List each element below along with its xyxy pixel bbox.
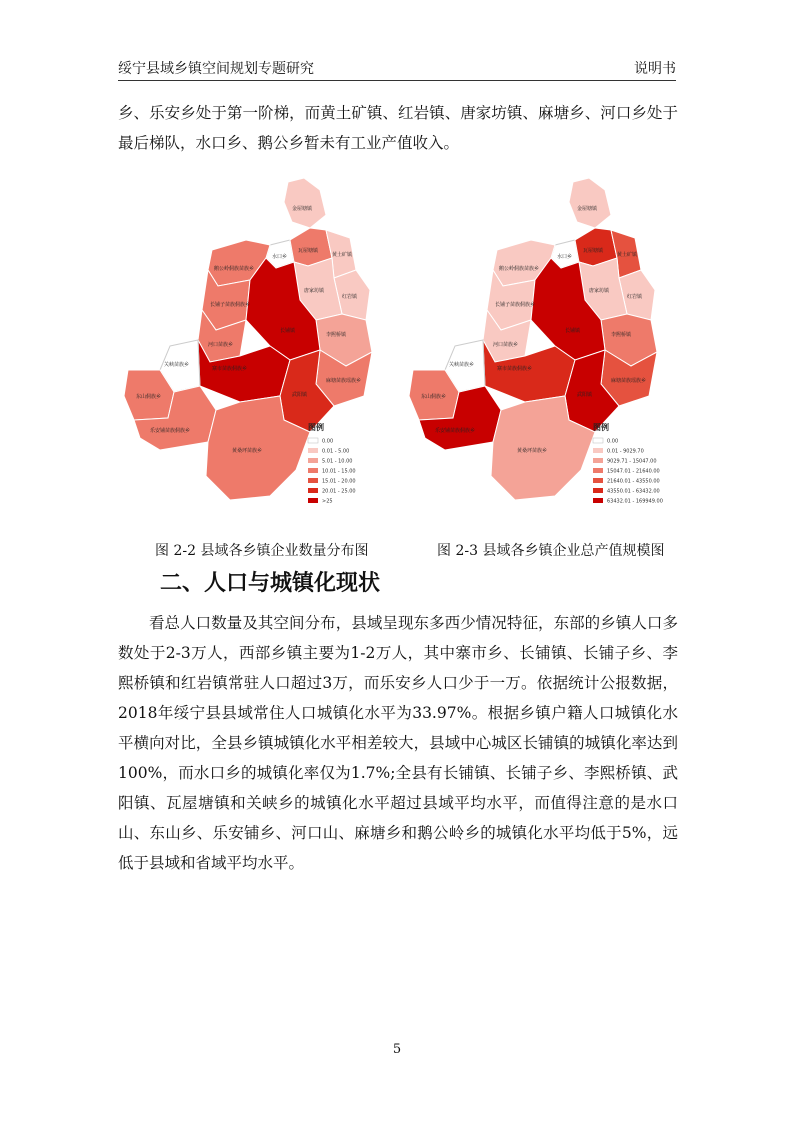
legend-swatch-1 — [308, 448, 318, 453]
label-region-9: 李熙桥镇 — [326, 332, 347, 338]
legend-label-4: 15.01 - 20.00 — [322, 478, 356, 485]
label-region-14: 武阳镇 — [577, 392, 593, 398]
label-region-14: 武阳镇 — [292, 392, 308, 398]
legend-label-6: >25 — [322, 498, 333, 505]
label-region-11: 长铺镇 — [280, 328, 296, 334]
label-region-12: 麻塘苗族瑶族乡 — [326, 378, 362, 384]
legend-swatch-3 — [593, 468, 603, 473]
paragraph-population: 看总人口数量及其空间分布，县域呈现东多西少情况特征，东部的乡镇人口多数处于2-3万人，西部乡镇主要为1-2万人，其中寨市乡、长铺镇、长铺子乡、李熙桥镇和红岩镇常驻人口超过3万，而乐安乡人口少于一万。依据统计公报数据，2018年绥宁县县域常住人口城镇化水平为33.97%。根据乡镇户籍人口城镇化水平横向对比，全县乡镇城镇化水平相差较大，县域中心城区长铺镇的城镇化率达到100%，而水口乡的城镇化率仅为1.7%;全县有长铺镇、长铺子乡、李熙桥镇、武阳镇、瓦屋塘镇和关峡乡的城镇化水平超过县域平均水平，而值得注意的是水口山、东山乡、乐安铺乡、河口山、麻塘乡和鹅公岭乡的城镇化水平均低于5%，远低于县域和省域平均水平。 — [118, 614, 678, 872]
legend — [308, 422, 356, 505]
legend-label-3: 15047.01 - 21640.00 — [607, 468, 660, 475]
label-region-13: 寨市苗族侗族乡 — [212, 366, 248, 372]
legend-title: 图例 — [308, 423, 324, 432]
legend-title: 图例 — [593, 423, 609, 432]
label-region-4: 黄土矿镇 — [617, 252, 638, 258]
legend-label-5: 20.01 - 25.00 — [322, 488, 356, 495]
legend-swatch-1 — [593, 448, 603, 453]
label-region-17: 乐安铺苗族侗族乡 — [435, 428, 476, 434]
legend-swatch-2 — [308, 458, 318, 463]
label-region-15: 关峡苗族乡 — [164, 362, 190, 368]
legend-swatch-2 — [593, 458, 603, 463]
label-region-7: 唐家坊镇 — [304, 288, 325, 294]
label-region-9: 李熙桥镇 — [611, 332, 632, 338]
legend-label-6: 63432.01 - 169949.00 — [607, 498, 663, 505]
legend — [593, 422, 663, 505]
region-jinwutang — [569, 178, 611, 228]
legend-label-3: 10.01 - 15.00 — [322, 468, 356, 475]
page-header — [118, 56, 676, 81]
legend-label-0: 0.00 — [322, 438, 334, 445]
region-jinwutang — [284, 178, 326, 228]
label-region-3: 瓦屋塘镇 — [298, 248, 319, 254]
legend-swatch-6 — [593, 498, 603, 503]
paragraph-intro: 乡、乐安乡处于第一阶梯，而黄土矿镇、红岩镇、唐家坊镇、麻塘乡、河口乡处于最后梯队，水口乡、鹅公乡暂未有工业产值收入。 — [118, 104, 678, 152]
figure-caption-2-2: 图 2-2 县域各乡镇企业数量分布图 — [155, 543, 369, 559]
label-region-8: 长铺子苗族侗族乡 — [495, 302, 536, 308]
legend-label-1: 0.01 - 5.00 — [322, 448, 350, 455]
label-region-1: 金屋塘镇 — [292, 206, 313, 212]
legend-swatch-5 — [593, 488, 603, 493]
label-region-12: 麻塘苗族瑶族乡 — [611, 378, 647, 384]
label-region-6: 鹅公岭侗族苗族乡 — [214, 266, 255, 272]
label-region-7: 唐家坊镇 — [589, 288, 610, 294]
header-title: 绥宁县域乡镇空间规划专题研究 — [118, 61, 314, 77]
section-heading: 二、人口与城镇化现状 — [160, 571, 381, 596]
legend-label-2: 9029.71 - 15047.00 — [607, 458, 657, 465]
label-region-10: 河口苗族乡 — [493, 342, 519, 348]
label-region-17: 乐安铺苗族侗族乡 — [150, 428, 191, 434]
label-region-2: 水口乡 — [272, 254, 288, 260]
label-region-15: 关峡苗族乡 — [449, 362, 475, 368]
legend-label-2: 5.01 - 10.00 — [322, 458, 353, 465]
header-doc-type: 说明书 — [634, 61, 676, 77]
map-enterprise-output — [405, 170, 665, 530]
label-region-16: 东山侗族乡 — [421, 394, 447, 400]
legend-swatch-4 — [593, 478, 603, 483]
label-region-3: 瓦屋塘镇 — [583, 248, 604, 254]
legend-label-1: 0.01 - 9029.70 — [607, 448, 644, 455]
label-region-5: 红岩镇 — [342, 294, 358, 300]
label-region-18: 黄桑坪苗族乡 — [232, 448, 263, 454]
label-region-2: 水口乡 — [557, 254, 573, 260]
legend-label-4: 21640.01 - 43550.00 — [607, 478, 660, 485]
label-region-18: 黄桑坪苗族乡 — [517, 448, 548, 454]
legend-label-5: 43550.01 - 63432.00 — [607, 488, 660, 495]
label-region-1: 金屋塘镇 — [577, 206, 598, 212]
figure-caption-2-3: 图 2-3 县域各乡镇企业总产值规模图 — [437, 543, 665, 559]
label-region-13: 寨市苗族侗族乡 — [497, 366, 533, 372]
legend-swatch-0 — [308, 438, 318, 443]
label-region-11: 长铺镇 — [565, 328, 581, 334]
map-enterprise-count — [120, 170, 380, 530]
page-number: 5 — [392, 1042, 402, 1057]
legend-label-0: 0.00 — [607, 438, 619, 445]
label-region-5: 红岩镇 — [627, 294, 643, 300]
label-region-16: 东山侗族乡 — [136, 394, 162, 400]
legend-swatch-6 — [308, 498, 318, 503]
label-region-10: 河口苗族乡 — [208, 342, 234, 348]
label-region-4: 黄土矿镇 — [332, 252, 353, 258]
label-region-6: 鹅公岭侗族苗族乡 — [499, 266, 540, 272]
legend-swatch-5 — [308, 488, 318, 493]
label-region-8: 长铺子苗族侗族乡 — [210, 302, 251, 308]
legend-swatch-0 — [593, 438, 603, 443]
legend-swatch-4 — [308, 478, 318, 483]
legend-swatch-3 — [308, 468, 318, 473]
